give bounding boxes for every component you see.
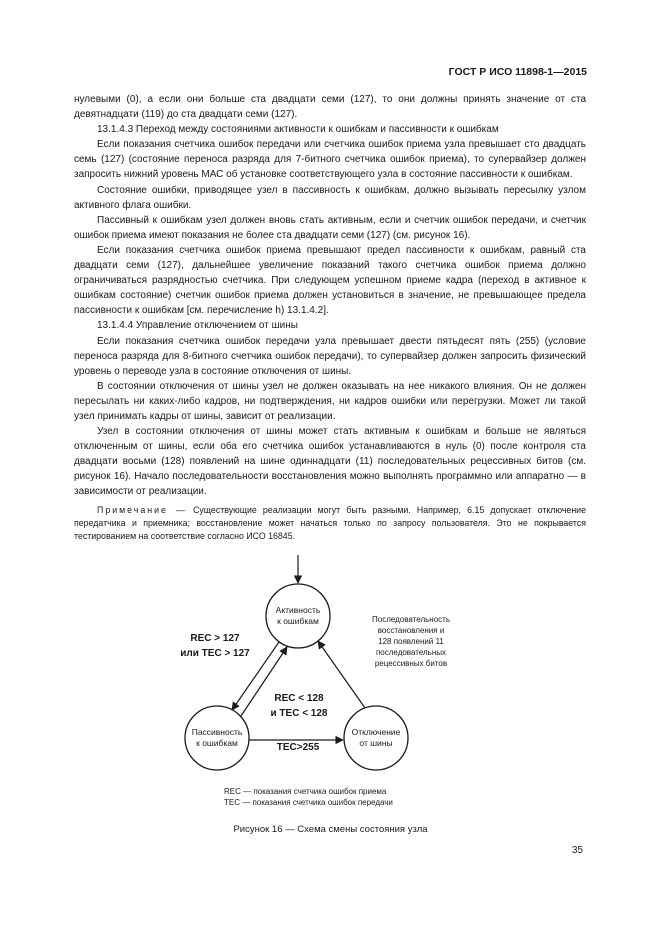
paragraph: Если показания счетчика ошибок передачи или счетчика ошибок приема узла превышает сто двадцать семь (127) (состояние переноса разряда для 7-битного счетчика ошибок приема), то супервайзер должен запросить нижний уровень МАС об установке соответствующего узла в состояние пассивности к ошибкам.	[74, 139, 586, 181]
to-passive-label: или TEC > 127	[180, 648, 250, 659]
state-passive-label: к ошибкам	[196, 738, 238, 748]
recovery-label: Последовательность	[372, 615, 450, 624]
paragraph: Если показания счетчика ошибок приема превышают предел пассивности к ошибкам, равный ста двадцати семи (127), дальнейшее увеличение показаний такого счетчика ошибок приема должно ограничиваться разрядностью счетчика. При следующем успешном приеме кадра (переход в активное к ошибкам состояние) счетчик ошибок приема должен установиться в значение, не превышающее предела пассивности к ошибкам [см. перечисление h) 13.1.4.2].	[74, 244, 586, 317]
arrow-recovery	[318, 641, 365, 708]
paragraph: Состояние ошибки, приводящее узел в пассивность к ошибкам, должно вызывать пересылку узлом активного флага ошибки.	[74, 184, 586, 211]
legend-item: TEC — показания счетчика ошибок передачи	[224, 798, 393, 807]
state-busoff-label: Отключение	[351, 727, 401, 737]
paragraph: Узел в состоянии отключения от шины может стать активным к ошибкам и больше не являться отключенным от шины, если оба его счетчика ошибок устанавливаются в нуль (0) после контроля ста двадцати восьми (128) появлений на шине одиннадцати (11) последовательных рецессивных битов (см. рисунок 16). Начало последовательности восстановления можно выполнять программно или аппаратно — в зависимости от реализации.	[74, 426, 586, 498]
page-number: 35	[571, 845, 583, 856]
state-active-label: к ошибкам	[277, 616, 319, 626]
recovery-label: восстановления и	[377, 626, 445, 635]
to-active-label: и TEC < 128	[270, 708, 328, 719]
recovery-label: рецессивных битов	[374, 659, 448, 668]
figure-legend	[224, 786, 484, 808]
paragraph: Пассивный к ошибкам узел должен вновь стать активным, если и счетчик ошибок передачи, и счетчик ошибок приема имеют показания не более ста двадцати семи (127) (см. рисунок 16).	[74, 214, 586, 241]
recovery-label: 128 появлений 11	[378, 637, 444, 646]
to-active-label: REC < 128	[274, 693, 324, 704]
state-active-label: Активность	[275, 605, 321, 615]
paragraph: Если показания счетчика ошибок передачи узла превышает двести пятьдесят пять (255) (условие переноса разряда для 8-битного счетчика ошибок передачи), то супервайзер должен запросить физический уровень о переводе узла в состояние отключения от шины.	[74, 335, 586, 377]
note-text: Существующие реализации могут быть разными. Например, 6.15 допускает отключение передатчика и приемника; восстановление может начаться только по запросу пользователя. Это не покрывается тестированием на соответствие согласно ИСО 16845.	[74, 504, 586, 541]
to-passive-label: REC > 127	[190, 633, 240, 644]
standard-header: ГОСТ Р ИСО 11898-1—2015	[448, 66, 587, 78]
paragraph: нулевыми (0), а если они больше ста двадцати семи (127), то они должны принять значение от ста девятнадцати (119) до ста двадцати семи (127).	[74, 94, 586, 121]
state-busoff-label: от шины	[359, 738, 393, 748]
paragraph: В состоянии отключения от шины узел не должен оказывать на нее никакого влияния. Он не должен пересылать ни каких-либо кадров, ни подтверждения, ни кадров ошибки или перегрузки. Может ли такой узел принимать кадры от шины, зависит от реализации.	[74, 380, 586, 422]
note	[74, 504, 586, 543]
section-heading: 13.1.4.4 Управление отключением от шины	[97, 320, 298, 332]
legend-item: REC — показания счетчика ошибок приема	[224, 787, 387, 796]
to-busoff-label: TEC>255	[276, 742, 320, 753]
recovery-label: последовательных	[375, 648, 447, 657]
section-heading: 13.1.4.3 Переход между состояниями активности к ошибкам и пассивности к ошибкам	[97, 124, 499, 136]
note-label: Примечание —	[97, 504, 187, 515]
figure-caption: Рисунок 16 — Схема смены состояния узла	[233, 824, 428, 835]
body-text	[74, 92, 586, 543]
state-passive-label: Пассивность	[191, 727, 243, 737]
